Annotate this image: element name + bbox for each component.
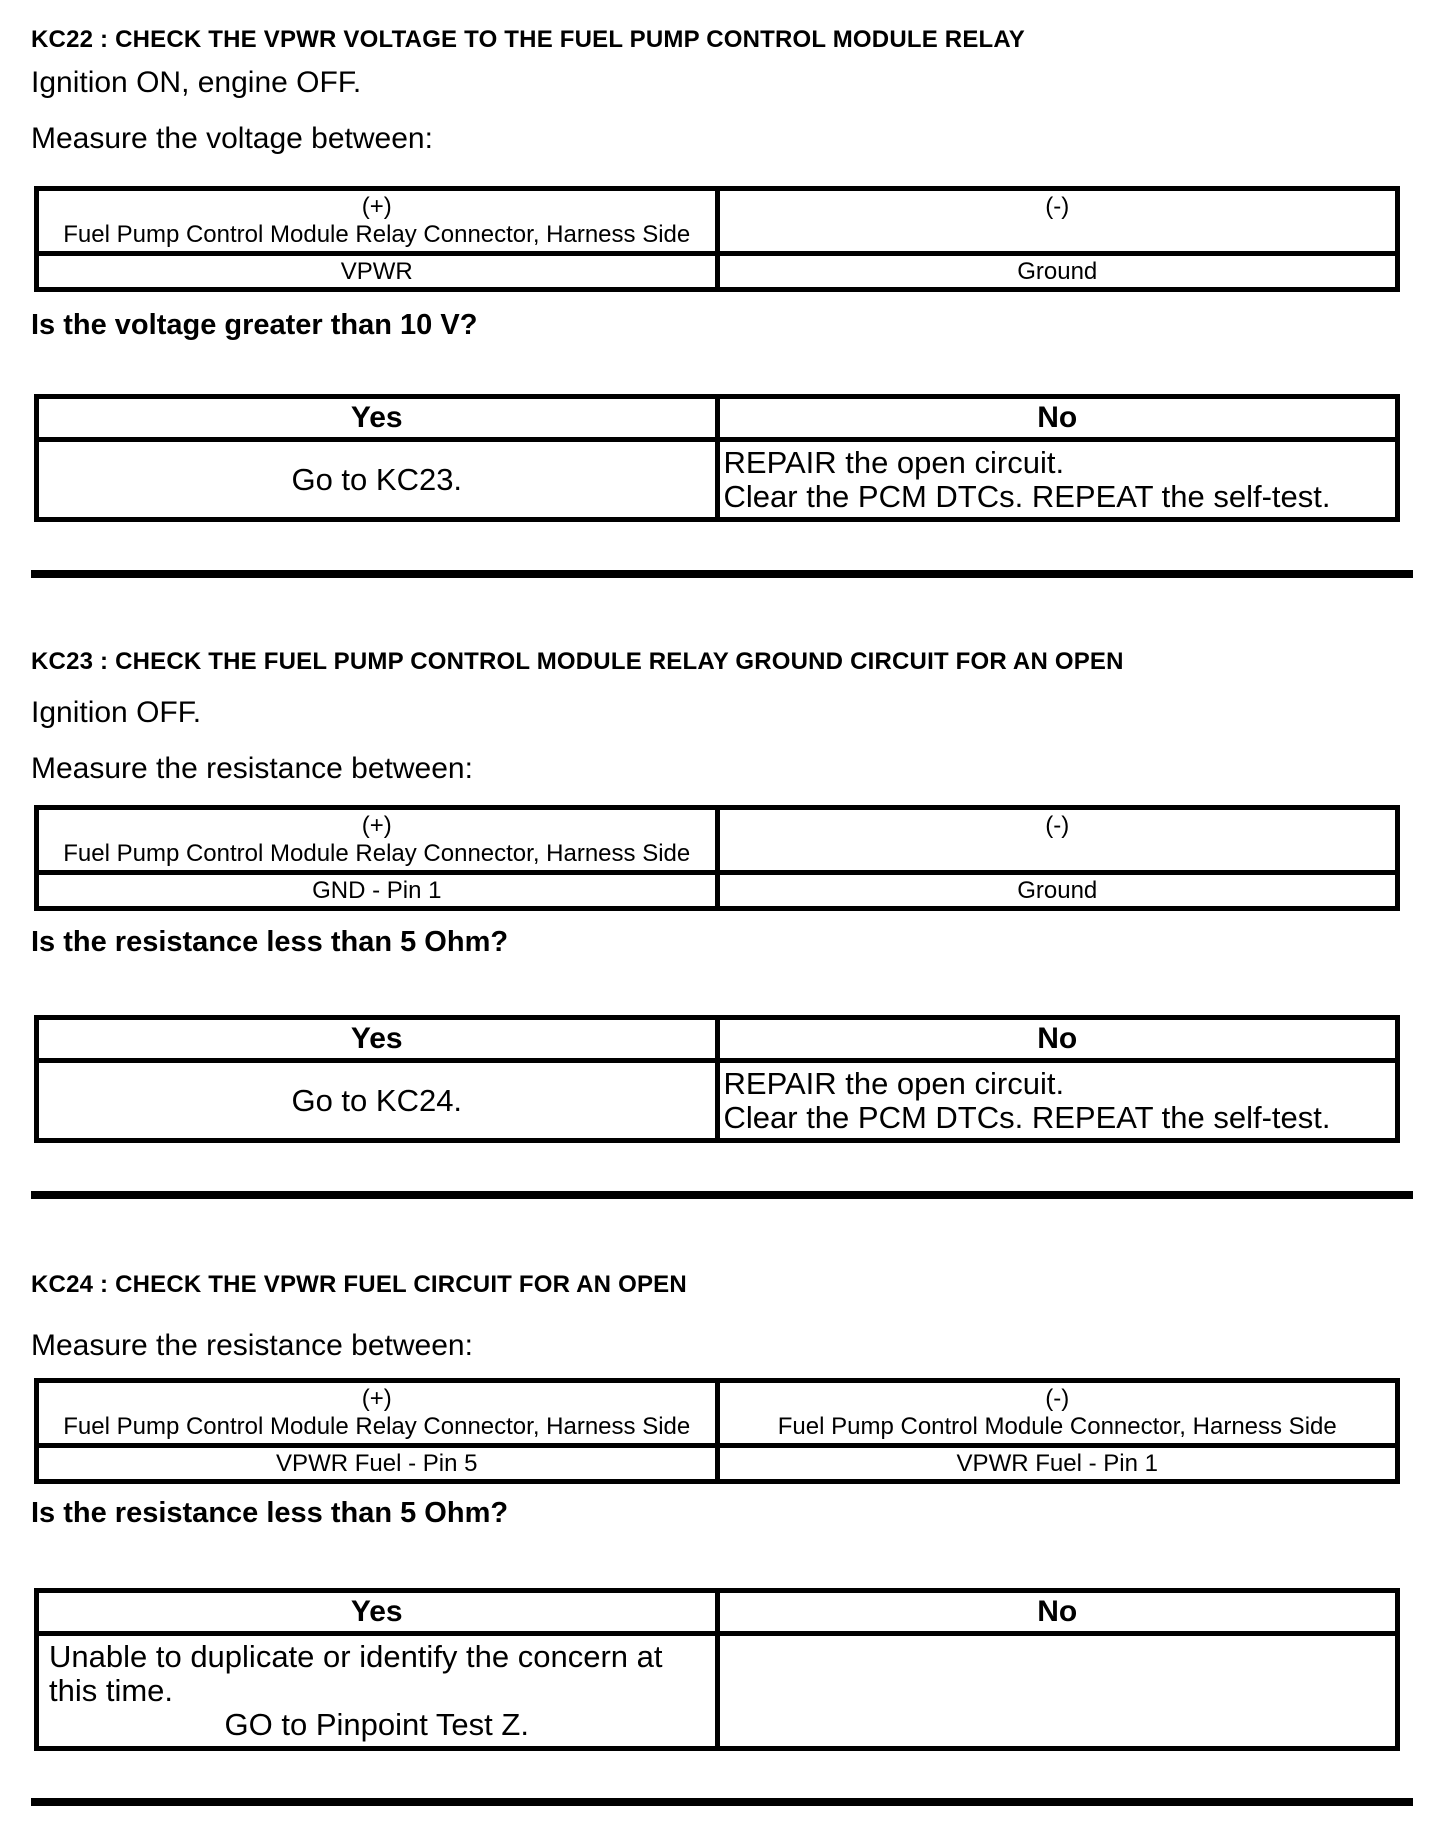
- precondition-text: Ignition OFF.: [31, 696, 202, 729]
- section-divider: [31, 1191, 1413, 1199]
- negative-point-cell: VPWR Fuel - Pin 1: [717, 1446, 1398, 1482]
- positive-header-cell: [37, 189, 718, 254]
- negative-point-cell: Ground: [717, 254, 1398, 290]
- yes-action-line: Go to KC23.: [291, 461, 463, 497]
- step-question: Is the resistance less than 5 Ohm?: [31, 926, 509, 958]
- negative-connector-label: Fuel Pump Control Module Connector, Harness Side: [777, 1413, 1337, 1440]
- step-heading: KC23 : CHECK THE FUEL PUMP CONTROL MODULE RELAY GROUND CIRCUIT FOR AN OPEN: [31, 648, 1124, 675]
- measurement-table: [34, 186, 1400, 292]
- measurement-table: [34, 1378, 1400, 1484]
- no-action-line: REPAIR the open circuit.: [723, 444, 1065, 480]
- no-action-cell: [717, 440, 1398, 520]
- negative-point-cell: Ground: [717, 873, 1398, 909]
- step-question: Is the voltage greater than 10 V?: [31, 309, 478, 341]
- measurement-header-row: [37, 1381, 1398, 1446]
- test-step-kc23: [31, 648, 1412, 1199]
- positive-connector-label: Fuel Pump Control Module Relay Connector, Harness Side: [63, 1413, 691, 1440]
- precondition-text: Ignition ON, engine OFF.: [31, 66, 362, 99]
- negative-sign: (-): [1045, 193, 1070, 220]
- test-step-kc22: [31, 26, 1412, 578]
- yes-action-line: Unable to duplicate or identify the concern at this time.: [49, 1639, 663, 1708]
- positive-connector-label: Fuel Pump Control Module Relay Connector, Harness Side: [63, 840, 691, 867]
- no-header-cell: No: [717, 397, 1398, 440]
- decision-header-row: [37, 397, 1398, 440]
- decision-body-row: [37, 440, 1398, 520]
- yes-action-line: Go to KC24.: [291, 1082, 463, 1118]
- no-action-cell: [717, 1061, 1398, 1141]
- yes-action-cell: [37, 1634, 718, 1749]
- decision-table: [34, 1015, 1400, 1143]
- measurement-point-row: [37, 254, 1398, 290]
- no-header-cell: No: [717, 1018, 1398, 1061]
- decision-body-row: [37, 1061, 1398, 1141]
- measurement-point-row: [37, 873, 1398, 909]
- measurement-header-row: [37, 808, 1398, 873]
- decision-header-row: [37, 1018, 1398, 1061]
- no-action-cell: [717, 1634, 1398, 1749]
- decision-header-row: [37, 1591, 1398, 1634]
- positive-header-cell: [37, 1381, 718, 1446]
- measurement-header-row: [37, 189, 1398, 254]
- positive-sign: (+): [361, 1385, 392, 1412]
- positive-sign: (+): [361, 812, 392, 839]
- decision-table: [34, 394, 1400, 522]
- negative-sign: (-): [1045, 812, 1070, 839]
- section-divider: [31, 570, 1413, 578]
- yes-action-cell: [37, 1061, 718, 1141]
- test-step-kc24: [31, 1271, 1412, 1806]
- step-heading: KC24 : CHECK THE VPWR FUEL CIRCUIT FOR AN OPEN: [31, 1271, 687, 1298]
- no-action-line: Clear the PCM DTCs. REPEAT the self-test.: [723, 1099, 1331, 1135]
- positive-point-cell: GND - Pin 1: [37, 873, 718, 909]
- positive-sign: (+): [361, 193, 392, 220]
- negative-header-cell: [717, 808, 1398, 873]
- step-question: Is the resistance less than 5 Ohm?: [31, 1497, 509, 1529]
- instruction-text: Measure the resistance between:: [31, 752, 473, 785]
- positive-point-cell: VPWR: [37, 254, 718, 290]
- instruction-text: Measure the resistance between:: [31, 1329, 473, 1362]
- yes-header-cell: Yes: [37, 1591, 718, 1634]
- no-header-cell: No: [717, 1591, 1398, 1634]
- yes-header-cell: Yes: [37, 397, 718, 440]
- negative-sign: (-): [1045, 1385, 1070, 1412]
- measurement-point-row: [37, 1446, 1398, 1482]
- yes-action-cell: [37, 440, 718, 520]
- yes-action-line: GO to Pinpoint Test Z.: [224, 1707, 529, 1742]
- decision-table: [34, 1588, 1400, 1751]
- yes-header-cell: Yes: [37, 1018, 718, 1061]
- decision-body-row: [37, 1634, 1398, 1749]
- measurement-table: [34, 805, 1400, 911]
- positive-header-cell: [37, 808, 718, 873]
- section-divider: [31, 1798, 1413, 1806]
- negative-header-cell: [717, 1381, 1398, 1446]
- no-action-line: REPAIR the open circuit.: [723, 1065, 1065, 1101]
- negative-header-cell: [717, 189, 1398, 254]
- positive-point-cell: VPWR Fuel - Pin 5: [37, 1446, 718, 1482]
- no-action-line: Clear the PCM DTCs. REPEAT the self-test.: [723, 478, 1331, 514]
- instruction-text: Measure the voltage between:: [31, 122, 433, 155]
- step-heading: KC22 : CHECK THE VPWR VOLTAGE TO THE FUEL PUMP CONTROL MODULE RELAY: [31, 26, 1025, 53]
- positive-connector-label: Fuel Pump Control Module Relay Connector, Harness Side: [63, 221, 691, 248]
